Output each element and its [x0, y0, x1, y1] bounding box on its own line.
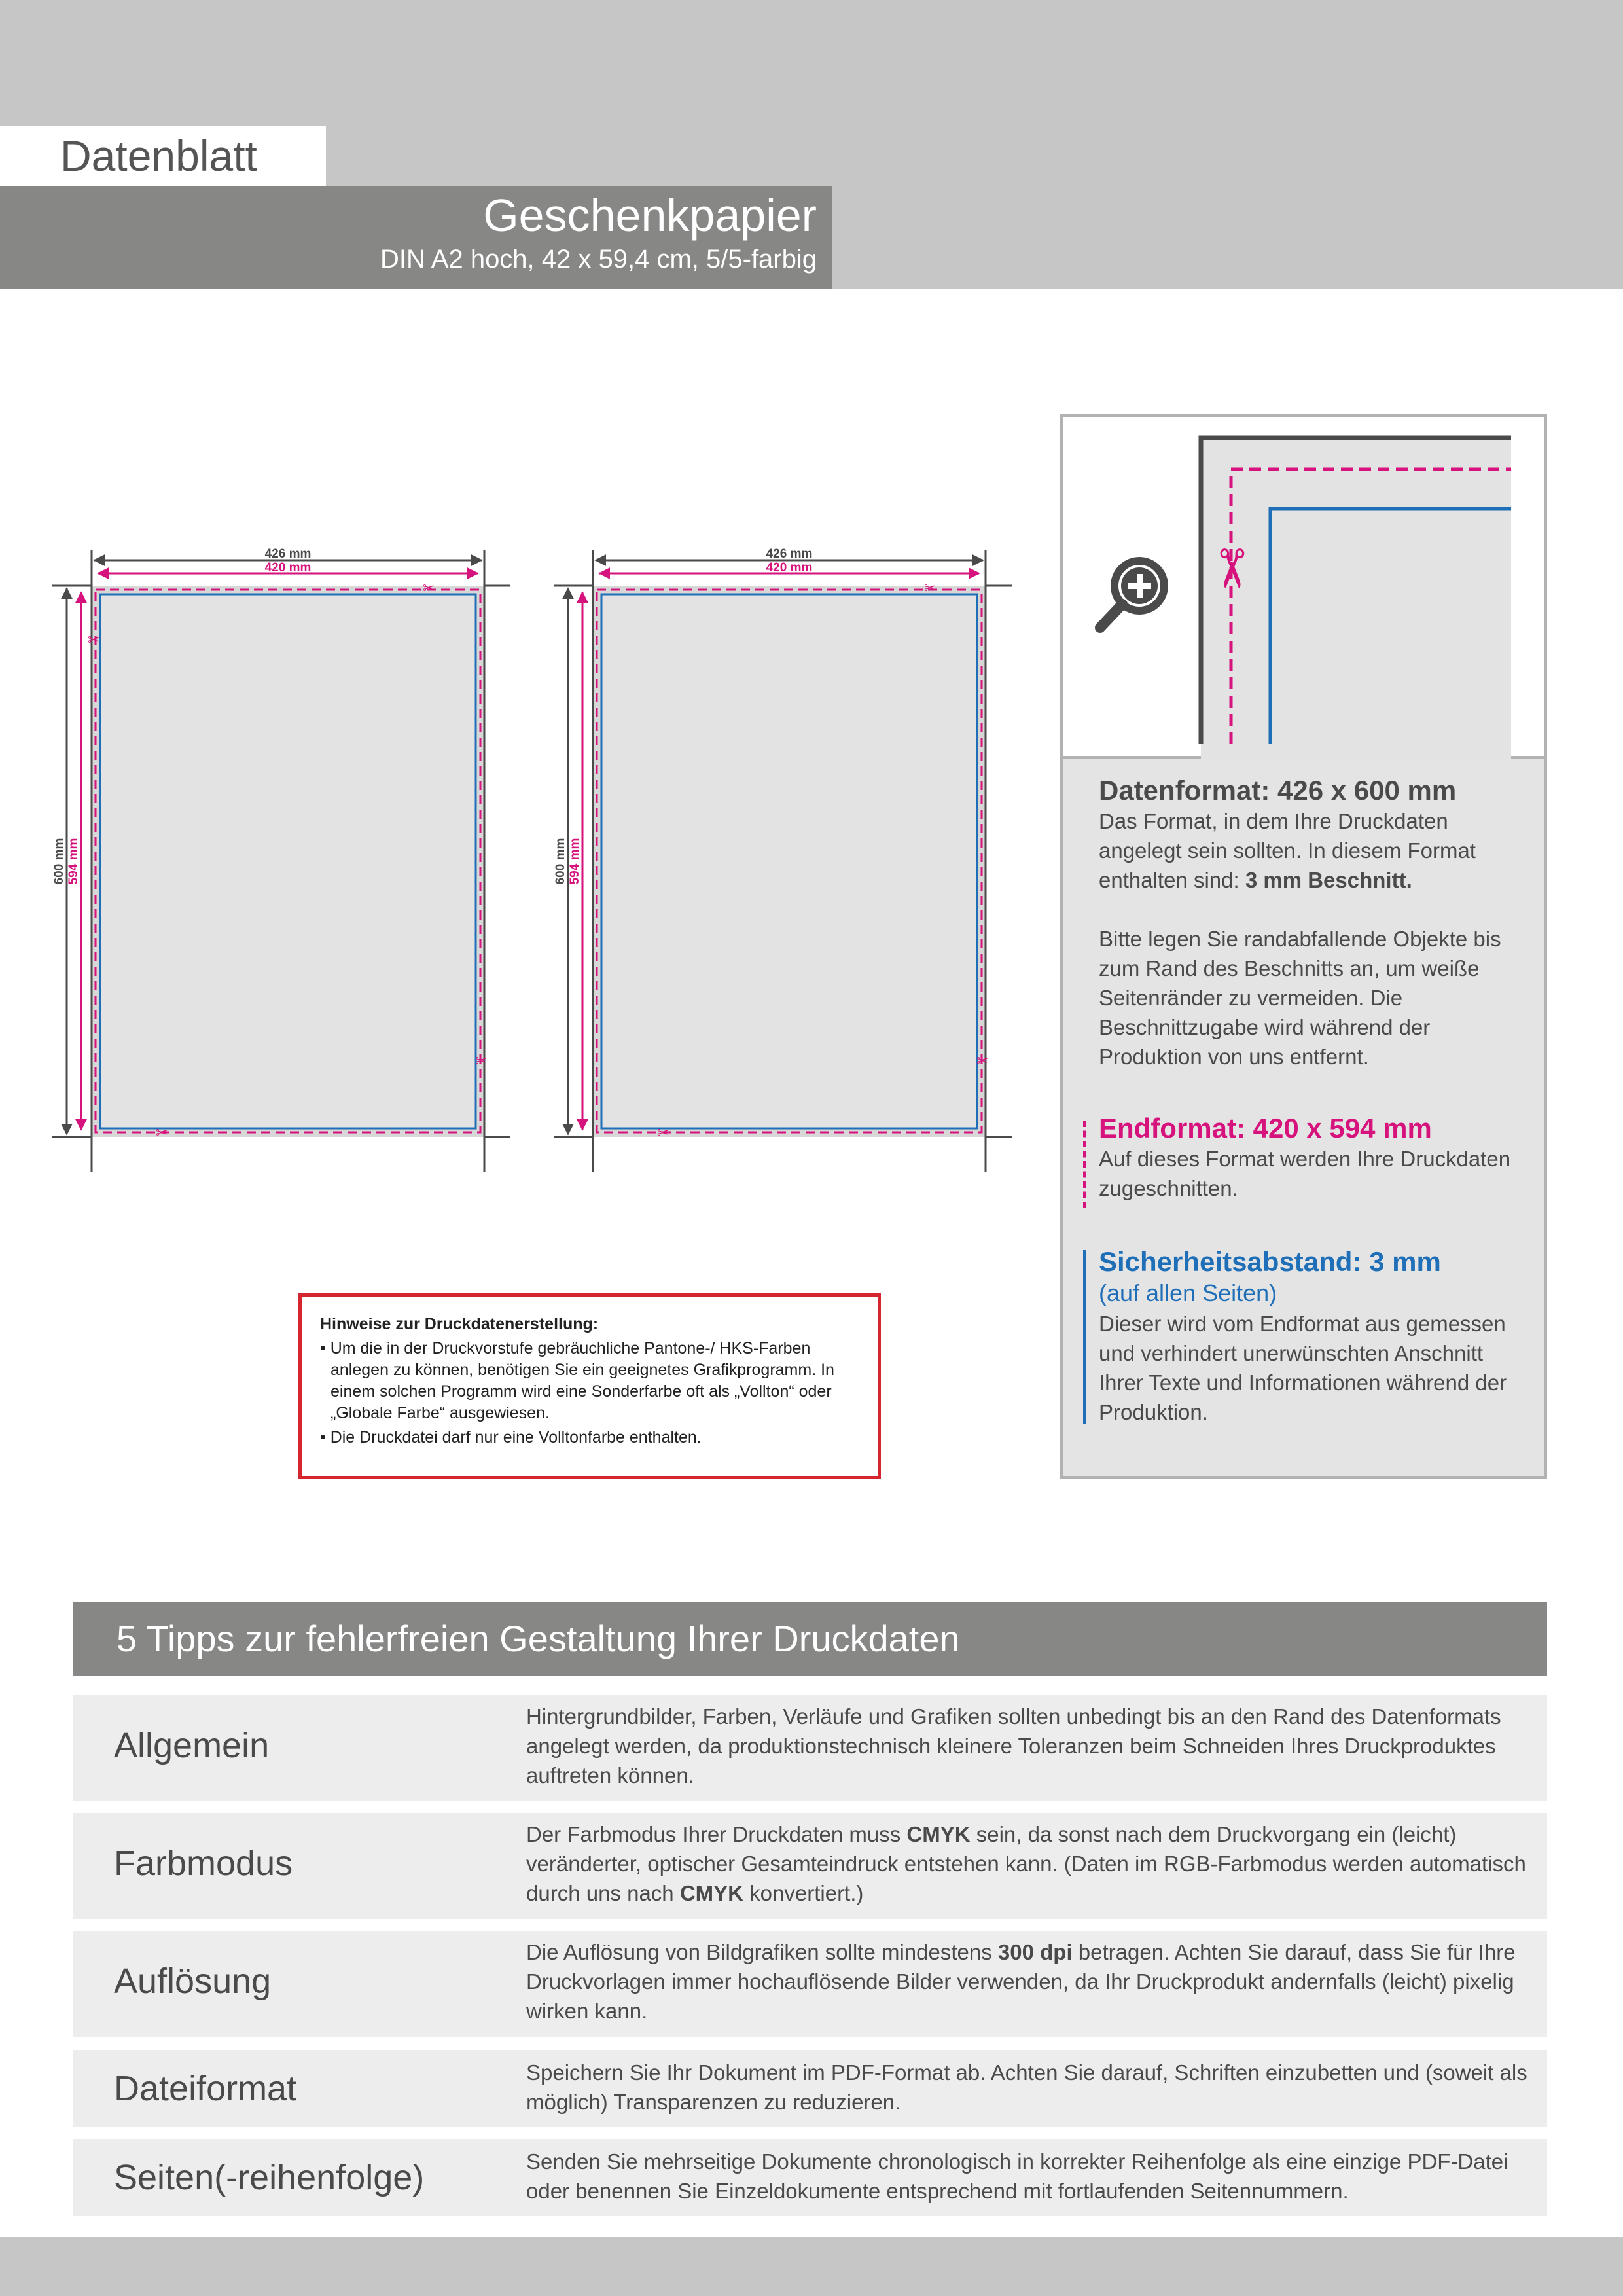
notes-item: • Die Druckdatei darf nur eine Volltonfarbe enthalten.: [320, 1428, 702, 1446]
footer-band: [0, 2237, 1623, 2296]
scissors-icon: ✂: [475, 1053, 488, 1069]
scissors-icon: ✂: [657, 1125, 669, 1141]
end-format-title: Endformat: 420 x 594 mm: [1099, 1113, 1432, 1143]
zoom-in-icon: [1100, 561, 1164, 628]
width-inner-label: 420 mm: [766, 561, 813, 575]
height-inner-label: 594 mm: [568, 838, 582, 885]
data-format-text-2: Bitte legen Sie randabfallende Objekte bis zum Rand des Beschnitts an, um weiße Seitenränder zu vermeiden. Die Beschnittzugabe wird während der Produktion von uns entfernt.: [1099, 927, 1501, 1069]
tip-text-part: konvertiert.): [743, 1881, 864, 1905]
width-inner-label: 420 mm: [264, 561, 312, 575]
tip-label: Seiten(-reihenfolge): [114, 2158, 425, 2197]
tip-text: [526, 1820, 1534, 1908]
doc-type-title: Datenblatt: [0, 126, 326, 186]
tip-text: Hintergrundbilder, Farben, Verläufe und Grafiken sollten unbedingt bis an den Rand des Datenformats angelegt werden, da produktionstechnisch kleinere Toleranzen beim Schneiden Ihres Druckproduktes auftreten können.: [526, 1704, 1501, 1787]
tip-text-part: betragen. Achten Sie darauf, dass Sie für Ihre Druckvorlagen immer hochauflösende Bilder verwenden, da Ihr Druckprodukt andernfalls (leicht) pixelig wirken kann.: [526, 1940, 1516, 2023]
tip-label: Farbmodus: [114, 1844, 293, 1883]
width-outer-label: 426 mm: [264, 547, 312, 561]
product-name: Geschenkpapier: [483, 190, 817, 241]
notes-item: • Um die in der Druckvorstufe gebräuchliche Pantone-/ HKS-Farben anlegen zu können, benötigen Sie ein geeignetes Grafikprogramm. In einem solchen Programm wird eine Sonderfarbe oft als „Vollton“ oder „Globale Farbe“ ausgewiesen.: [320, 1339, 834, 1422]
tip-text-bold: CMYK: [906, 1822, 971, 1846]
tip-row-seiten: [73, 2139, 1547, 2216]
tip-text-part: Die Auflösung von Bildgrafiken sollte mindestens: [526, 1940, 998, 1964]
tip-label: Dateiformat: [114, 2069, 297, 2108]
product-bar: [0, 186, 832, 289]
height-inner-label: 594 mm: [67, 838, 80, 885]
tips-title: 5 Tipps zur fehlerfreien Gestaltung Ihrer Druckdaten: [73, 1602, 1547, 1676]
end-format-block: [1099, 1113, 1531, 1203]
tip-label: Allgemein: [114, 1726, 270, 1765]
tip-text: Senden Sie mehrseitige Dokumente chronologisch in korrekter Reihenfolge als eine einzige PDF-Datei oder benennen Sie Einzeldokumente entsprechend mit fortlaufenden Seitennummern.: [526, 2149, 1508, 2203]
tip-row-dateiformat: [73, 2050, 1547, 2127]
safety-subtitle: (auf allen Seiten): [1099, 1280, 1277, 1306]
diagram-left: [52, 547, 510, 1172]
end-format-marker: [1083, 1121, 1086, 1208]
scissors-icon: ✂: [976, 1053, 989, 1069]
end-format-text: Auf dieses Format werden Ihre Druckdaten zugeschnitten.: [1099, 1147, 1511, 1200]
tip-text: Speichern Sie Ihr Dokument im PDF-Format ab. Achten Sie darauf, Schriften einzubetten und (soweit als möglich) Transparenzen zu reduzieren.: [526, 2060, 1527, 2114]
info-panel: [1060, 759, 1547, 1479]
notes-title: Hinweise zur Druckdatenerstellung:: [320, 1315, 599, 1333]
data-format-text: [1099, 806, 1531, 895]
safety-marker: [1083, 1250, 1086, 1424]
scissors-icon: ✂: [423, 581, 435, 597]
data-format-block: [1099, 775, 1531, 1071]
data-format-text-bold: 3 mm Beschnitt.: [1245, 868, 1412, 892]
tip-label: Auflösung: [114, 1962, 272, 2001]
notes-box: [298, 1293, 881, 1479]
tip-row-allgemein: [73, 1695, 1547, 1801]
scissors-icon: ✂: [156, 1125, 168, 1141]
tip-row-farbmodus: [73, 1813, 1547, 1919]
zoom-detail-panel: [1060, 414, 1547, 759]
corner-detail: [1063, 417, 1544, 759]
tip-text-part: Der Farbmodus Ihrer Druckdaten muss: [526, 1822, 907, 1846]
scissors-icon: ✂: [924, 581, 936, 597]
safety-title: Sicherheitsabstand: 3 mm: [1099, 1246, 1441, 1277]
scissors-icon: ✂: [1200, 546, 1262, 592]
scissors-icon: ✂: [88, 632, 100, 649]
safety-block: [1099, 1246, 1531, 1427]
height-outer-label: 600 mm: [52, 838, 66, 885]
height-outer-label: 600 mm: [554, 838, 567, 885]
tip-text-bold: 300 dpi: [997, 1940, 1073, 1964]
width-outer-label: 426 mm: [766, 547, 813, 561]
safety-text: Dieser wird vom Endformat aus gemessen und verhindert unerwünschten Anschnitt Ihrer Texte und Informationen während der Produktion.: [1099, 1312, 1507, 1424]
product-spec: DIN A2 hoch, 42 x 59,4 cm, 5/5-farbig: [380, 245, 817, 274]
data-format-title: Datenformat: 426 x 600 mm: [1099, 775, 1457, 806]
diagram-right: [554, 547, 1012, 1172]
data-format-text-part: Das Format, in dem Ihre Druckdaten angelegt sein sollten. In diesem Format enthalten sind:: [1099, 809, 1476, 892]
tip-row-aufloesung: [73, 1931, 1547, 2037]
tip-text-part: sein, da sonst nach dem Druckvorgang ein (leicht) veränderter, optischer Gesamteindruck entstehen kann. (Daten im RGB-Farbmodus werden automatisch durch uns nach: [526, 1822, 1526, 1905]
format-diagrams: [39, 511, 1041, 1191]
tip-text: [526, 1937, 1534, 2026]
tip-text-bold: CMYK: [679, 1881, 743, 1905]
